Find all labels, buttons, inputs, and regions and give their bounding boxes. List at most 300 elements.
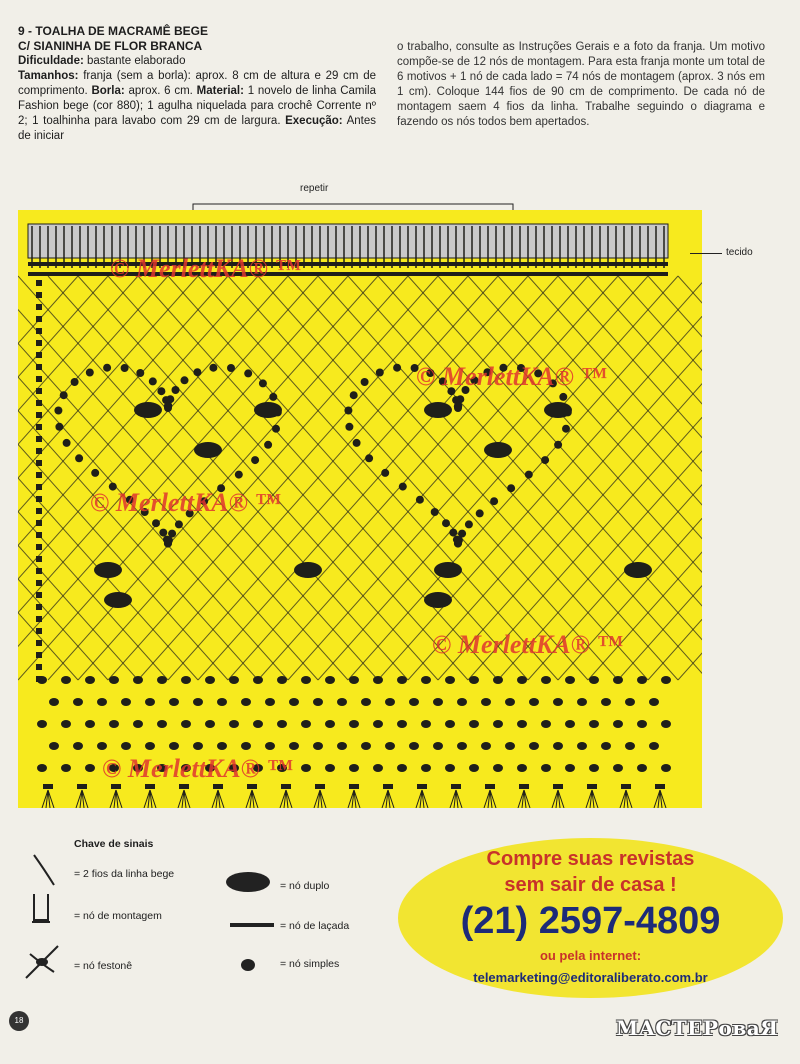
tassel-knot [145, 784, 155, 789]
fabric-arrow [690, 253, 722, 254]
simple-knot [97, 698, 107, 706]
simple-knot [565, 676, 575, 684]
side-chain-knot [36, 328, 42, 334]
side-chain-knot [36, 400, 42, 406]
simple-knot [517, 764, 527, 772]
simple-knot [91, 469, 99, 477]
simple-knot [133, 676, 143, 684]
simple-knot [409, 742, 419, 750]
simple-knot [193, 742, 203, 750]
simple-knot [181, 720, 191, 728]
simple-knot [559, 393, 567, 401]
fabric-band [28, 224, 668, 258]
diagonal-cord [408, 276, 702, 680]
simple-knot [289, 698, 299, 706]
diagonal-cord [438, 276, 702, 680]
execution-value: Antes de iniciar [18, 115, 377, 142]
simple-knot [376, 369, 384, 377]
side-chain-knot [36, 556, 42, 562]
side-chain-knot [36, 472, 42, 478]
side-chain-knot [36, 676, 42, 682]
simple-knot [589, 720, 599, 728]
simple-knot [136, 369, 144, 377]
tassel-knot [519, 784, 529, 789]
tassel-knot [417, 784, 427, 789]
double-knot [94, 562, 122, 578]
side-chain-knot [36, 352, 42, 358]
simple-knot [565, 720, 575, 728]
simple-knot [661, 764, 671, 772]
simple-knot [193, 698, 203, 706]
simple-knot [490, 497, 498, 505]
simple-knot [589, 676, 599, 684]
simple-knot [421, 676, 431, 684]
legend-label-loop: = nó de laçada [280, 920, 350, 932]
sizes-label: Tamanhos: [18, 70, 79, 82]
simple-knot [121, 698, 131, 706]
side-chain-knot [36, 496, 42, 502]
simple-knot [453, 536, 461, 544]
tassel-label: Borla: [91, 85, 125, 97]
simple-knot [325, 676, 335, 684]
simple-knot [169, 742, 179, 750]
pattern-title-line1: 9 - TOALHA DE MACRAMÊ BEGE [18, 24, 209, 38]
execution-label: Execução: [285, 115, 343, 127]
simple-knot [409, 698, 419, 706]
simple-knot [373, 764, 383, 772]
watermark: © MerlettKA® ™ [110, 254, 301, 283]
simple-knot [149, 377, 157, 385]
simple-knot [157, 720, 167, 728]
diagonal-cord [18, 276, 228, 680]
simple-knot [649, 698, 659, 706]
diagonal-cord [618, 276, 702, 680]
side-chain-knot [36, 568, 42, 574]
side-chain-knot [36, 304, 42, 310]
tassel-knot [349, 784, 359, 789]
simple-knot-icon [240, 958, 256, 972]
simple-knot [313, 742, 323, 750]
simple-knot [469, 676, 479, 684]
simple-knot [71, 378, 79, 386]
simple-knot [517, 720, 527, 728]
simple-knot [85, 676, 95, 684]
tassel-knot [485, 784, 495, 789]
side-chain-knot [36, 520, 42, 526]
simple-knot [97, 742, 107, 750]
festoon-knot-icon [22, 942, 62, 982]
simple-knot [217, 742, 227, 750]
diagonal-cord [18, 276, 108, 680]
simple-knot [613, 720, 623, 728]
macrame-diagram [18, 210, 702, 808]
tassel-knot [213, 784, 223, 789]
simple-knot [277, 720, 287, 728]
simple-knot [73, 698, 83, 706]
side-chain-knot [36, 412, 42, 418]
simple-knot [361, 378, 369, 386]
simple-knot [157, 676, 167, 684]
simple-knot [601, 698, 611, 706]
legend-label-strand: = 2 fios da linha bege [74, 868, 175, 880]
double-knot [424, 592, 452, 608]
simple-knot [421, 764, 431, 772]
simple-knot [353, 439, 361, 447]
promo-line1: Compre suas revistas [486, 848, 695, 870]
side-chain-knot [36, 340, 42, 346]
simple-knot [172, 386, 180, 394]
simple-knot [373, 720, 383, 728]
simple-knot [85, 720, 95, 728]
difficulty-line [18, 54, 376, 69]
tassel-knot [655, 784, 665, 789]
simple-knot [37, 720, 47, 728]
double-knot [294, 562, 322, 578]
simple-knot [385, 742, 395, 750]
diagonal-cord [588, 276, 702, 680]
tassel-knot [621, 784, 631, 789]
diagonal-cord [468, 276, 702, 680]
difficulty-value: bastante elaborado [83, 55, 186, 67]
side-chain-knot [36, 640, 42, 646]
simple-knot [577, 698, 587, 706]
tassel-knot [179, 784, 189, 789]
simple-knot [613, 676, 623, 684]
double-knot [544, 402, 572, 418]
simple-knot [431, 508, 439, 516]
simple-knot [529, 698, 539, 706]
diagonal-cord [618, 276, 702, 680]
simple-knot [265, 698, 275, 706]
simple-knot [109, 676, 119, 684]
simple-knot [54, 407, 62, 415]
side-chain-knot [36, 628, 42, 634]
simple-knot [164, 402, 172, 410]
diagonal-cord [558, 276, 702, 680]
simple-knot [61, 720, 71, 728]
legend-label-simple: = nó simples [280, 958, 340, 970]
simple-knot [433, 742, 443, 750]
simple-knot [577, 742, 587, 750]
side-chain-knot [36, 508, 42, 514]
simple-knot [75, 454, 83, 462]
tassel-knot [111, 784, 121, 789]
simple-knot [625, 742, 635, 750]
simple-knot [121, 742, 131, 750]
simple-knot [157, 387, 165, 395]
side-chain-knot [36, 460, 42, 466]
strand-icon [30, 853, 60, 889]
simple-knot [301, 764, 311, 772]
page-number: 18 [9, 1011, 29, 1031]
side-chain-knot [36, 544, 42, 550]
diagonal-cord [558, 276, 702, 680]
side-chain-knot [36, 652, 42, 658]
simple-knot [562, 425, 570, 433]
simple-knot [637, 720, 647, 728]
simple-knot [241, 742, 251, 750]
side-chain-knot [36, 616, 42, 622]
simple-knot [661, 676, 671, 684]
difficulty-label: Dificuldade: [18, 55, 84, 67]
promo-email[interactable]: telemarketing@editoraliberato.com.br [473, 970, 708, 985]
loop-knot-icon [230, 921, 274, 929]
simple-knot [553, 742, 563, 750]
simple-knot [361, 698, 371, 706]
simple-knot [505, 742, 515, 750]
instructions-column-2: o trabalho, consulte as Instruções Gerais e a foto da franja. Um motivo compõe-se de 12 nós de montagem. Para esta franja monte um total de 6 motivos + 1 nó de cada lado = 74 nós de montagem (aprox. 3 nós em 1 cm). Coloque 144 fios de 90 cm de comprimento. De cada nó de montagem saem 4 fios da linha. Trabalhe seguindo o diagrama e fazendo os nós todos bem apertados. [397, 41, 765, 128]
promo-line2: sem sair de casa ! [504, 874, 677, 896]
diagonal-cord [18, 276, 108, 680]
tassel-knot [43, 784, 53, 789]
simple-knot [251, 456, 259, 464]
double-knot [254, 402, 282, 418]
simple-knot [397, 720, 407, 728]
simple-knot [649, 742, 659, 750]
simple-knot [445, 764, 455, 772]
repeat-label: repetir [300, 183, 329, 194]
simple-knot [61, 764, 71, 772]
diagonal-cord [588, 276, 702, 680]
diagonal-cord [348, 276, 702, 680]
side-chain-knot [36, 364, 42, 370]
double-knot [484, 442, 512, 458]
details-paragraph [18, 69, 376, 144]
tassel-knot [553, 784, 563, 789]
simple-knot [337, 698, 347, 706]
simple-knot [49, 742, 59, 750]
simple-knot [289, 742, 299, 750]
simple-knot [433, 698, 443, 706]
side-chain-knot [36, 484, 42, 490]
simple-knot [565, 764, 575, 772]
diagonal-cord [678, 276, 702, 680]
instructions-column-1 [18, 24, 376, 144]
promo-line3: ou pela internet: [539, 948, 642, 963]
sizes-value: franja (sem a borla): aprox. 8 cm de altura e 29 cm de comprimento. [18, 70, 376, 97]
simple-knot [175, 520, 183, 528]
simple-knot [272, 425, 280, 433]
simple-knot [159, 529, 167, 537]
simple-knot [313, 698, 323, 706]
simple-knot [269, 393, 277, 401]
diagonal-cord [678, 276, 702, 680]
simple-knot [85, 764, 95, 772]
tassel-knot [77, 784, 87, 789]
simple-knot [350, 391, 358, 399]
tassel-value: aprox. 6 cm. [124, 85, 197, 97]
simple-knot [445, 676, 455, 684]
simple-knot [73, 742, 83, 750]
site-watermark: МАСТЕРоваЯ [616, 1016, 779, 1040]
simple-knot [227, 364, 235, 372]
simple-knot [445, 720, 455, 728]
simple-knot [525, 471, 533, 479]
promo-phone: (21) 2597-4809 [460, 900, 721, 942]
simple-knot [244, 369, 252, 377]
material-value: 1 novelo de linha Camila Fashion bege (cor 880); 1 agulha niquelada para crochê Corrente nº 2; 1 toalhinha para lavabo com 29 cm de largura. [18, 85, 376, 127]
double-knot [624, 562, 652, 578]
diagonal-cord [528, 276, 702, 680]
simple-knot [193, 368, 201, 376]
simple-knot [181, 376, 189, 384]
simple-knot [469, 764, 479, 772]
simple-knot [529, 742, 539, 750]
diagonal-cord [18, 276, 288, 680]
simple-knot [349, 720, 359, 728]
legend-label-double: = nó duplo [280, 880, 330, 892]
simple-knot [393, 364, 401, 372]
simple-knot [554, 441, 562, 449]
simple-knot [397, 676, 407, 684]
simple-knot [181, 676, 191, 684]
simple-knot [133, 720, 143, 728]
double-knot [194, 442, 222, 458]
simple-knot [481, 742, 491, 750]
simple-knot [209, 364, 217, 372]
side-chain-knot [36, 388, 42, 394]
diagonal-cord [648, 276, 702, 680]
legend-title: Chave de sinais [74, 838, 154, 850]
simple-knot [241, 698, 251, 706]
legend-label-mounting: = nó de montagem [74, 910, 162, 922]
tassel-knot [451, 784, 461, 789]
tassel-knot [383, 784, 393, 789]
tassel-knot [587, 784, 597, 789]
simple-knot [661, 720, 671, 728]
simple-knot [493, 676, 503, 684]
simple-knot [152, 519, 160, 527]
diagonal-cord [408, 276, 702, 680]
side-chain-knot [36, 604, 42, 610]
diagonal-cord [528, 276, 702, 680]
simple-knot [541, 456, 549, 464]
simple-knot [344, 407, 352, 415]
legend-label-festoon: = nó festonê [74, 960, 133, 972]
simple-knot [205, 676, 215, 684]
simple-knot [505, 698, 515, 706]
simple-knot [442, 519, 450, 527]
simple-knot [61, 676, 71, 684]
pattern-title-line2: C/ SIANINHA DE FLOR BRANCA [18, 39, 203, 53]
double-knot [134, 402, 162, 418]
simple-knot [397, 764, 407, 772]
tassel-knot [281, 784, 291, 789]
simple-knot [55, 423, 63, 431]
simple-knot [277, 676, 287, 684]
simple-knot [625, 698, 635, 706]
watermark: © MerlettKA® ™ [432, 630, 623, 659]
simple-knot [301, 720, 311, 728]
simple-knot [365, 454, 373, 462]
mounting-knot-icon [30, 892, 52, 926]
simple-knot [264, 441, 272, 449]
simple-knot [385, 698, 395, 706]
simple-knot [481, 698, 491, 706]
simple-knot [601, 742, 611, 750]
simple-knot [517, 676, 527, 684]
watermark: © MerlettKA® ™ [102, 754, 293, 783]
simple-knot [465, 520, 473, 528]
simple-knot [259, 379, 267, 387]
side-chain-knot [36, 592, 42, 598]
simple-knot [589, 764, 599, 772]
material-label: Material: [196, 85, 244, 97]
watermark: © MerlettKA® ™ [90, 488, 281, 517]
simple-knot [493, 720, 503, 728]
side-chain-knot [36, 664, 42, 670]
side-chain-knot [36, 280, 42, 286]
simple-knot [449, 529, 457, 537]
diagonal-cord [18, 276, 348, 680]
simple-knot [103, 364, 111, 372]
side-chain-knot [36, 436, 42, 442]
simple-knot [541, 720, 551, 728]
double-knot [434, 562, 462, 578]
simple-knot [121, 364, 129, 372]
double-knot-icon [224, 870, 272, 894]
diagonal-cord [18, 276, 348, 680]
simple-knot [37, 764, 47, 772]
watermark: © MerlettKA® ™ [416, 362, 607, 391]
simple-knot [60, 391, 68, 399]
simple-knot [163, 536, 171, 544]
fabric-label: tecido [726, 247, 753, 258]
simple-knot [637, 676, 647, 684]
simple-knot [301, 676, 311, 684]
simple-knot [416, 496, 424, 504]
side-chain-knot [36, 292, 42, 298]
simple-knot [63, 439, 71, 447]
simple-knot [337, 742, 347, 750]
simple-knot [373, 676, 383, 684]
tassel-knot [247, 784, 257, 789]
simple-knot [476, 509, 484, 517]
diagonal-cord [18, 276, 288, 680]
simple-knot [265, 742, 275, 750]
diagonal-cord [468, 276, 702, 680]
simple-knot [349, 676, 359, 684]
diagonal-cord [348, 276, 702, 680]
simple-knot [469, 720, 479, 728]
simple-knot [253, 676, 263, 684]
simple-knot [457, 698, 467, 706]
simple-knot [229, 676, 239, 684]
simple-knot [229, 720, 239, 728]
side-chain-knot [36, 424, 42, 430]
simple-knot [217, 698, 227, 706]
simple-knot [109, 720, 119, 728]
simple-knot [145, 742, 155, 750]
side-chain-knot [36, 532, 42, 538]
side-chain-knot [36, 316, 42, 322]
side-chain-knot [36, 580, 42, 586]
simple-knot [349, 764, 359, 772]
simple-knot [637, 764, 647, 772]
diagonal-cord [648, 276, 702, 680]
diagonal-cord [438, 276, 702, 680]
simple-knot [325, 764, 335, 772]
simple-knot [205, 720, 215, 728]
simple-knot [541, 676, 551, 684]
tassel-knot [315, 784, 325, 789]
double-knot [424, 402, 452, 418]
simple-knot [169, 698, 179, 706]
simple-knot [345, 423, 353, 431]
simple-knot [454, 402, 462, 410]
simple-knot [399, 483, 407, 491]
simple-knot [493, 764, 503, 772]
